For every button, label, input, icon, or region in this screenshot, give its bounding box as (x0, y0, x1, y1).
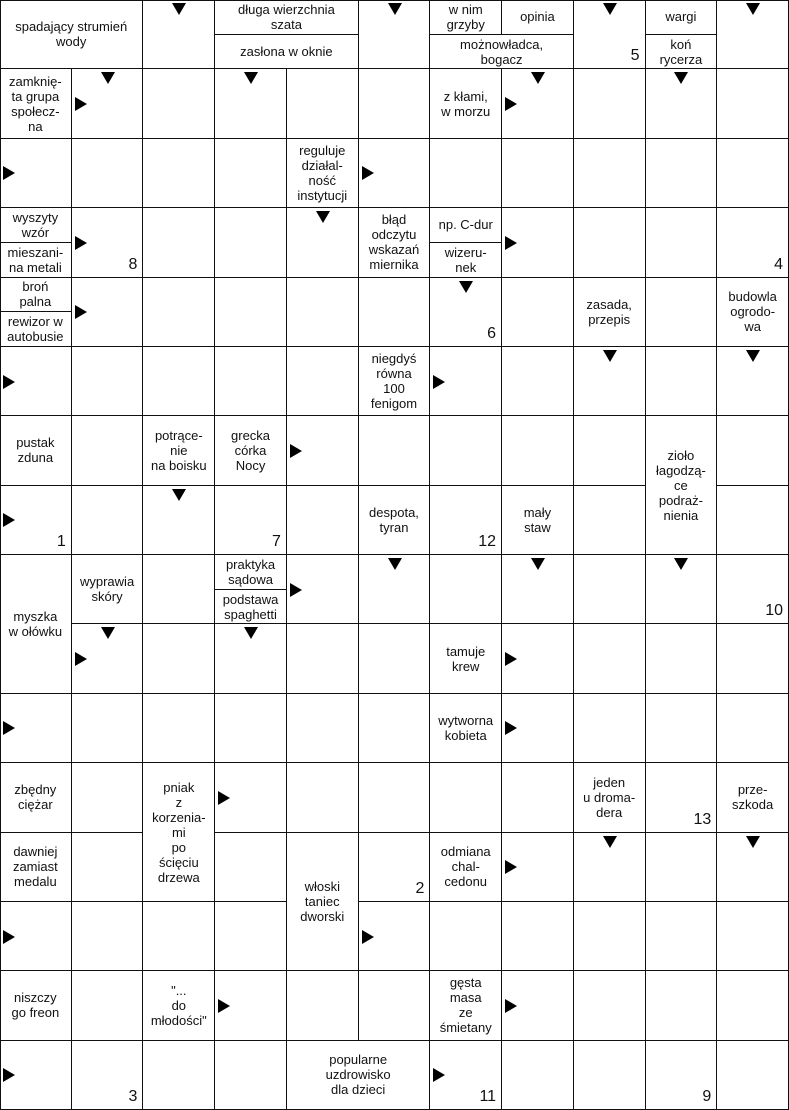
clue-cell (430, 35, 573, 70)
answer-cell[interactable] (502, 416, 574, 485)
answer-cell[interactable] (143, 278, 215, 347)
clue-cell (215, 590, 287, 625)
clue-text-line: na boisku (150, 457, 207, 473)
clue-text-line: ta grupa (11, 88, 60, 104)
answer-cell[interactable] (646, 208, 718, 277)
arrow-down-icon (244, 72, 258, 84)
clue-text-line: spaghetti (224, 606, 277, 622)
clue-text-line: kobieta (444, 727, 487, 743)
clue-cell (646, 0, 718, 35)
clue-text-line: wyszyty (12, 209, 59, 225)
clue-text-line: córka (234, 442, 267, 458)
arrow-down-icon (674, 558, 688, 570)
clue-text-line: go freon (11, 1005, 60, 1021)
arrow-right-icon (218, 791, 230, 805)
clue-text-line: reguluje (299, 142, 346, 158)
clue-text-line: medalu (14, 874, 57, 890)
answer-cell[interactable] (143, 69, 215, 138)
clue-cell (430, 69, 502, 138)
clue-text-line: wyprawia (79, 574, 135, 590)
clue-text-line: autobusie (7, 329, 64, 345)
answer-cell[interactable] (574, 624, 646, 693)
clue-text-line: skóry (91, 589, 123, 605)
answer-cell[interactable] (646, 624, 718, 693)
arrow-down-icon (746, 836, 760, 848)
clue-text-line: grecka (231, 427, 271, 443)
clue-text-line: mi (171, 824, 186, 840)
clue-text-line: nek (455, 259, 477, 275)
answer-cell[interactable] (646, 694, 718, 763)
answer-cell[interactable] (143, 694, 215, 763)
answer-cell[interactable] (359, 694, 431, 763)
answer-cell[interactable] (359, 624, 431, 693)
clue-cell (717, 278, 789, 347)
answer-cell[interactable] (287, 624, 359, 693)
answer-cell[interactable] (72, 902, 144, 971)
arrow-right-icon (505, 721, 517, 735)
letter-index-number: 4 (774, 255, 783, 273)
answer-cell[interactable] (717, 694, 789, 763)
clue-text-line: równa (376, 366, 412, 382)
answer-cell[interactable] (502, 763, 574, 832)
clue-cell (143, 416, 215, 485)
answer-cell[interactable] (574, 416, 646, 485)
answer-cell[interactable] (287, 69, 359, 138)
clue-text-line: broń (22, 279, 49, 295)
answer-cell[interactable] (359, 278, 431, 347)
answer-cell[interactable] (215, 694, 287, 763)
arrow-down-icon (172, 489, 186, 501)
clue-text-line: popularne (329, 1052, 388, 1068)
answer-cell[interactable] (287, 694, 359, 763)
clue-text-line: u dromа- (583, 789, 636, 805)
answer-cell[interactable] (646, 833, 718, 902)
clue-text-line: możnowładca, (460, 36, 544, 52)
clue-text-line: społecz- (11, 103, 60, 119)
answer-cell[interactable] (502, 1041, 574, 1110)
answer-cell[interactable] (359, 416, 431, 485)
letter-index-number: 13 (693, 810, 712, 828)
clue-text-line: na (28, 118, 43, 134)
clue-cell (0, 278, 72, 313)
clue-text-line: tyran (379, 519, 409, 535)
clue-text-line: praktyka (225, 556, 276, 572)
arrow-right-icon (75, 652, 87, 666)
letter-index-number: 1 (56, 533, 66, 550)
clue-text-line: młodości" (150, 1012, 207, 1028)
answer-cell[interactable] (72, 694, 144, 763)
clue-text-line: instytucji (297, 187, 348, 203)
clue-text-line: ze (458, 1005, 473, 1021)
answer-cell[interactable] (143, 208, 215, 277)
clue-text-line: ogrodo- (730, 304, 776, 320)
arrow-down-icon (603, 350, 617, 362)
clue-cell (430, 971, 502, 1040)
clue-cell (0, 833, 72, 902)
answer-cell[interactable] (574, 971, 646, 1040)
answer-cell[interactable] (430, 139, 502, 208)
clue-cell (502, 0, 574, 35)
answer-cell[interactable] (287, 278, 359, 347)
answer-cell[interactable] (215, 902, 287, 971)
clue-text-line: pniak (163, 779, 195, 795)
clue-cell (359, 347, 431, 416)
arrow-right-icon (75, 305, 87, 319)
arrow-down-icon (674, 72, 688, 84)
clue-text-line: przepis (588, 311, 631, 327)
clue-cell (0, 208, 72, 243)
clue-text-line: ciężar (18, 797, 53, 813)
letter-index-number: 9 (702, 1088, 712, 1105)
arrow-right-icon (433, 1068, 445, 1082)
clue-text-line: Nocy (235, 457, 266, 473)
arrow-right-icon (505, 652, 517, 666)
answer-cell[interactable] (359, 763, 431, 832)
answer-cell[interactable] (574, 902, 646, 971)
answer-cell[interactable] (717, 416, 789, 485)
clue-text-line: cedonu (444, 874, 488, 890)
clue-cell (287, 833, 359, 972)
clue-cell (0, 763, 72, 832)
clue-cell (0, 312, 72, 347)
clue-text-line: opinia (520, 9, 555, 25)
clue-text-line: z (175, 794, 183, 810)
clue-text-line: włoski (304, 878, 340, 894)
answer-cell[interactable] (287, 763, 359, 832)
clue-text-line: pustak (16, 435, 55, 451)
arrow-right-icon (362, 166, 374, 180)
clue-text-line: drzewa (157, 869, 200, 885)
clue-text-line: miernika (369, 257, 419, 273)
answer-cell[interactable] (574, 555, 646, 624)
arrow-down-icon (388, 3, 402, 15)
clue-text-line: śmietany (439, 1020, 492, 1036)
arrow-right-icon (505, 999, 517, 1013)
answer-cell[interactable] (143, 555, 215, 624)
arrow-right-icon (218, 999, 230, 1013)
clue-cell (0, 243, 72, 278)
clue-text-line: nienia (663, 507, 699, 523)
clue-text-line: spadający strumień (15, 19, 128, 35)
clue-cell (215, 555, 287, 590)
arrow-right-icon (505, 860, 517, 874)
answer-cell[interactable] (215, 833, 287, 902)
clue-text-line: prze- (737, 782, 768, 798)
answer-cell[interactable] (717, 486, 789, 555)
answer-cell[interactable] (646, 278, 718, 347)
answer-cell[interactable] (359, 971, 431, 1040)
clue-text-line: odczytu (371, 227, 417, 243)
clue-text-line: podstawa (222, 591, 279, 607)
clue-text-line: chal- (451, 859, 480, 875)
answer-cell[interactable] (215, 208, 287, 277)
clue-text-line: tamuje (446, 643, 486, 659)
clue-text-line: mieszani- (7, 244, 64, 260)
answer-cell[interactable] (646, 902, 718, 971)
clue-text-line: szkoda (732, 797, 774, 813)
answer-cell[interactable] (287, 486, 359, 555)
answer-cell[interactable] (502, 139, 574, 208)
answer-cell[interactable] (717, 69, 789, 138)
answer-cell[interactable] (143, 624, 215, 693)
arrow-down-icon (101, 72, 115, 84)
clue-text-line: fenigom (370, 396, 418, 412)
answer-cell[interactable] (72, 347, 144, 416)
clue-cell (359, 486, 431, 555)
clue-text-line: ce (674, 477, 688, 493)
clue-text-line: po (171, 839, 187, 855)
clue-text-line: "... (171, 982, 187, 998)
arrow-down-icon (101, 627, 115, 639)
answer-cell[interactable] (646, 347, 718, 416)
arrow-down-icon (746, 3, 760, 15)
clue-text-line: zasada, (586, 296, 632, 312)
answer-cell[interactable] (430, 555, 502, 624)
clue-cell (72, 555, 144, 624)
letter-index-number: 11 (479, 1088, 497, 1105)
arrow-right-icon (3, 930, 15, 944)
clue-text-line: nie (170, 442, 188, 458)
letter-index-number: 6 (487, 324, 497, 342)
clue-text-line: niszczy (14, 990, 57, 1006)
clue-cell (215, 416, 287, 485)
clue-cell (359, 208, 431, 277)
answer-cell[interactable] (717, 902, 789, 971)
answer-cell[interactable] (574, 208, 646, 277)
clue-text-line: zioło (667, 447, 695, 463)
clue-cell (574, 278, 646, 347)
answer-cell[interactable] (717, 1041, 789, 1110)
answer-cell[interactable] (502, 278, 574, 347)
arrow-down-icon (388, 558, 402, 570)
clue-text-line: odmiana (440, 844, 491, 860)
letter-index-number: 10 (765, 602, 783, 620)
clue-text-line: na metali (8, 259, 62, 275)
clue-text-line: wody (56, 34, 87, 50)
arrow-down-icon (531, 558, 545, 570)
answer-cell[interactable] (502, 902, 574, 971)
clue-text-line: grzyby (446, 16, 485, 32)
clue-cell (0, 69, 72, 138)
answer-cell[interactable] (72, 486, 144, 555)
clue-text-line: dla dzieci (331, 1082, 386, 1098)
clue-text-line: dworski (300, 908, 345, 924)
answer-cell[interactable] (717, 971, 789, 1040)
arrow-down-icon (531, 72, 545, 84)
letter-index-number: 7 (272, 533, 281, 550)
clue-cell (502, 486, 574, 555)
clue-text-line: zasłona w oknie (240, 44, 333, 60)
clue-cell (0, 416, 72, 485)
answer-cell[interactable] (72, 971, 144, 1040)
answer-cell[interactable] (430, 902, 502, 971)
arrow-right-icon (3, 375, 15, 389)
answer-cell[interactable] (574, 139, 646, 208)
clue-text-line: uzdrowisko (325, 1067, 391, 1083)
arrow-down-icon (316, 211, 330, 223)
arrow-right-icon (505, 97, 517, 111)
answer-cell[interactable] (72, 763, 144, 832)
clue-cell (143, 763, 215, 902)
clue-text-line: działal- (301, 157, 343, 173)
letter-index-number: 8 (128, 255, 138, 273)
answer-cell[interactable] (502, 347, 574, 416)
clue-text-line: długa wierzchnia (237, 1, 335, 17)
answer-cell[interactable] (72, 833, 144, 902)
clue-cell (215, 35, 358, 70)
clue-text-line: bogacz (480, 51, 523, 67)
clue-text-line: palna (19, 294, 52, 310)
clue-text-line: masa (449, 990, 482, 1006)
clue-cell (0, 0, 143, 69)
answer-cell[interactable] (574, 694, 646, 763)
clue-text-line: zamiast (12, 859, 58, 875)
clue-text-line: zbędny (14, 782, 57, 798)
answer-cell[interactable] (574, 1041, 646, 1110)
clue-text-line: niegdyś (371, 351, 417, 367)
clue-text-line: sądowa (228, 571, 273, 587)
clue-text-line: w nim (448, 1, 483, 17)
arrow-right-icon (433, 375, 445, 389)
answer-cell[interactable] (646, 971, 718, 1040)
clue-cell (717, 763, 789, 832)
answer-cell[interactable] (215, 278, 287, 347)
clue-text-line: staw (524, 519, 551, 535)
clue-cell (430, 833, 502, 902)
clue-text-line: koń (670, 36, 692, 52)
arrow-right-icon (3, 721, 15, 735)
letter-index-number: 3 (128, 1088, 138, 1105)
clue-text-line: despota, (369, 504, 419, 520)
arrow-down-icon (746, 350, 760, 362)
answer-cell[interactable] (430, 763, 502, 832)
clue-text-line: w morzu (441, 103, 491, 119)
arrow-down-icon (459, 281, 473, 293)
clue-text-line: np. C-dur (438, 217, 493, 233)
answer-cell[interactable] (717, 139, 789, 208)
clue-text-line: do (171, 997, 187, 1013)
clue-text-line: łagodzą- (655, 462, 706, 478)
arrow-right-icon (290, 583, 302, 597)
arrow-right-icon (362, 930, 374, 944)
clue-cell (646, 35, 718, 70)
answer-cell[interactable] (359, 69, 431, 138)
answer-cell[interactable] (72, 416, 144, 485)
answer-cell[interactable] (717, 624, 789, 693)
arrow-down-icon (603, 836, 617, 848)
clue-text-line: szata (270, 16, 302, 32)
arrow-right-icon (3, 166, 15, 180)
clue-cell (430, 624, 502, 693)
arrow-down-icon (603, 3, 617, 15)
clue-cell (287, 1041, 430, 1110)
clue-text-line: 100 (383, 381, 405, 397)
clue-text-line: wizeru- (444, 244, 487, 260)
clue-text-line: rewizor w (7, 314, 63, 330)
clue-text-line: wargi (665, 9, 697, 25)
clue-text-line: wzór (21, 224, 50, 240)
answer-cell[interactable] (143, 139, 215, 208)
answer-cell[interactable] (72, 139, 144, 208)
arrow-right-icon (3, 513, 15, 527)
answer-cell[interactable] (143, 1041, 215, 1110)
clue-text-line: korzenia- (152, 809, 206, 825)
clue-text-line: wytworna (438, 712, 494, 728)
clue-cell (430, 243, 502, 278)
answer-cell[interactable] (287, 347, 359, 416)
clue-cell (646, 416, 718, 555)
clue-cell (430, 694, 502, 763)
arrow-right-icon (290, 444, 302, 458)
clue-cell (0, 971, 72, 1040)
clue-text-line: krew (451, 658, 480, 674)
clue-cell (430, 0, 502, 35)
answer-cell[interactable] (574, 486, 646, 555)
clue-text-line: dera (596, 804, 623, 820)
letter-index-number: 12 (478, 533, 497, 550)
letter-index-number: 2 (415, 879, 425, 897)
clue-text-line: zduna (17, 450, 54, 466)
arrow-down-icon (244, 627, 258, 639)
clue-cell (430, 208, 502, 243)
letter-index-number: 5 (630, 47, 640, 65)
clue-cell (143, 971, 215, 1040)
clue-text-line: jeden (593, 774, 626, 790)
clue-text-line: budowla (728, 289, 777, 305)
clue-text-line: gęsta (449, 975, 482, 991)
clue-text-line: z kłami, (443, 88, 488, 104)
clue-cell (0, 555, 72, 694)
arrow-right-icon (75, 236, 87, 250)
answer-cell[interactable] (574, 69, 646, 138)
answer-cell[interactable] (215, 1041, 287, 1110)
clue-text-line: błąd (381, 212, 407, 228)
clue-text-line: podraż- (658, 492, 703, 508)
answer-cell[interactable] (143, 347, 215, 416)
clue-text-line: ność (308, 172, 336, 188)
clue-text-line: ścięciu (158, 854, 199, 870)
clue-text-line: potrące- (154, 427, 203, 443)
clue-cell (215, 0, 358, 35)
clue-text-line: zamknię- (8, 73, 62, 89)
clue-cell (574, 763, 646, 832)
clue-text-line: dawniej (13, 844, 58, 860)
answer-cell[interactable] (143, 902, 215, 971)
arrow-down-icon (172, 3, 186, 15)
clue-text-line: myszka (13, 608, 58, 624)
clue-text-line: wskazań (368, 242, 420, 258)
clue-cell (287, 139, 359, 208)
arrow-right-icon (505, 236, 517, 250)
answer-cell[interactable] (215, 347, 287, 416)
clue-text-line: w ołówku (8, 623, 63, 639)
clue-text-line: taniec (304, 893, 340, 909)
clue-text-line: rycerza (659, 51, 703, 67)
arrow-right-icon (75, 97, 87, 111)
answer-cell[interactable] (287, 971, 359, 1040)
answer-cell[interactable] (215, 139, 287, 208)
answer-cell[interactable] (646, 139, 718, 208)
answer-cell[interactable] (430, 416, 502, 485)
clue-text-line: mały (523, 504, 552, 520)
clue-text-line: wa (744, 319, 761, 335)
arrow-right-icon (3, 1068, 15, 1082)
